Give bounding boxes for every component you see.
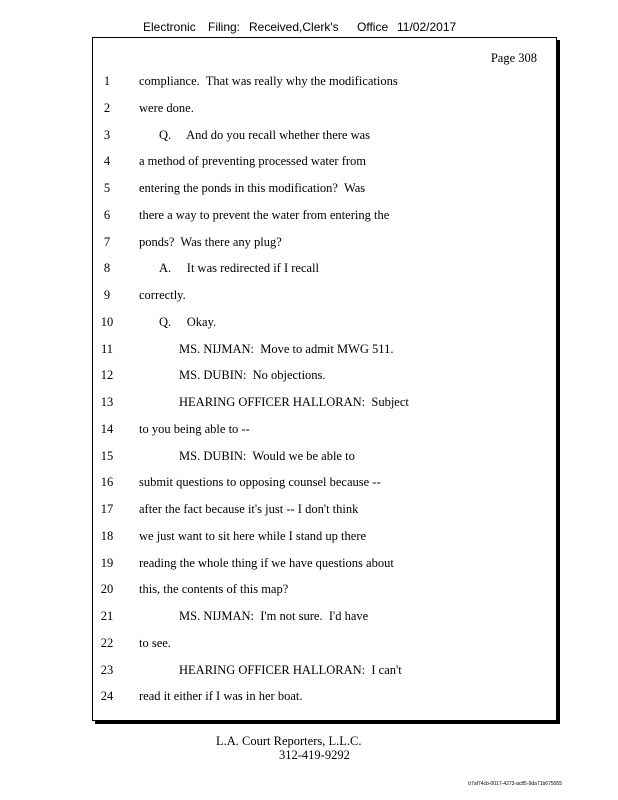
line-text: MS. NIJMAN: Move to admit MWG 511. — [179, 341, 394, 356]
transcript-line — [93, 636, 556, 654]
filing-header-received: Received,Clerk's — [249, 20, 339, 34]
transcript-line — [93, 261, 556, 279]
line-number: 15 — [100, 448, 114, 463]
line-number: 21 — [100, 609, 114, 623]
line-number: 17 — [100, 502, 114, 516]
transcript-line — [93, 609, 556, 627]
line-text: after the fact because it's just -- I don't think — [139, 502, 359, 516]
line-number: 23 — [100, 662, 114, 677]
line-number: 4 — [103, 154, 111, 169]
filing-header — [0, 20, 618, 38]
line-number: 2 — [103, 100, 111, 115]
transcript-line — [93, 128, 556, 146]
transcript-line — [93, 582, 556, 600]
line-text: Q. And do you recall whether there was — [159, 127, 371, 142]
transcript-line — [93, 449, 556, 467]
line-text: submit questions to opposing counsel because -- — [139, 475, 381, 490]
transcript-line — [93, 689, 556, 707]
line-text: MS. DUBIN: No objections. — [179, 368, 326, 383]
transcript-line — [93, 342, 556, 360]
line-text: were done. — [139, 100, 194, 115]
transcript-line — [93, 288, 556, 306]
line-text: a method of preventing processed water from — [139, 154, 367, 169]
line-number: 11 — [100, 341, 114, 356]
line-text: HEARING OFFICER HALLORAN: I can't — [179, 662, 402, 677]
line-text: correctly. — [139, 288, 186, 302]
line-text: HEARING OFFICER HALLORAN: Subject — [179, 395, 409, 409]
line-number: 24 — [100, 689, 114, 704]
line-text: MS. NIJMAN: I'm not sure. I'd have — [179, 609, 369, 623]
line-number: 19 — [100, 555, 114, 570]
line-number: 18 — [100, 528, 114, 543]
transcript-line — [93, 502, 556, 520]
page-number: Page 308 — [490, 51, 537, 65]
transcript-line — [93, 181, 556, 199]
line-number: 14 — [100, 421, 114, 436]
line-number: 7 — [103, 234, 111, 249]
transcript-line — [93, 529, 556, 547]
line-number: 22 — [100, 635, 114, 650]
line-text: MS. DUBIN: Would we be able to — [179, 448, 355, 463]
filing-header-filing: Filing: — [208, 20, 241, 34]
line-number: 3 — [103, 127, 111, 142]
line-number: 20 — [100, 582, 114, 597]
line-number: 6 — [103, 207, 111, 222]
document-hash: b7af74cb-0017-4273-ac85-9da71b675055 — [468, 781, 562, 787]
line-text: compliance. That was really why the modifications — [139, 74, 398, 88]
transcript-line — [93, 315, 556, 333]
line-text: entering the ponds in this modification? Was — [139, 181, 366, 195]
line-number: 12 — [100, 368, 114, 383]
filing-header-date: 11/02/2017 — [397, 20, 457, 34]
line-text: ponds? Was there any plug? — [139, 234, 282, 249]
filing-header-electronic: Electronic — [143, 20, 196, 34]
line-number: 9 — [103, 288, 111, 302]
transcript-page — [92, 37, 557, 721]
transcript-line — [93, 556, 556, 574]
filing-header-office: Office — [357, 20, 389, 34]
transcript-line — [93, 475, 556, 493]
transcript-line — [93, 154, 556, 172]
transcript-line — [93, 422, 556, 440]
line-text: read it either if I was in her boat. — [139, 689, 303, 704]
line-number: 16 — [100, 475, 114, 490]
transcript-line — [93, 235, 556, 253]
transcript-line — [93, 101, 556, 119]
line-number: 5 — [103, 181, 111, 195]
line-number: 1 — [103, 74, 111, 88]
line-text: A. It was redirected if I recall — [159, 261, 319, 276]
line-text: we just want to sit here while I stand up there — [139, 528, 367, 543]
transcript-line — [93, 663, 556, 681]
line-text: reading the whole thing if we have questions about — [139, 555, 394, 570]
footer-company: L.A. Court Reporters, L.L.C. — [216, 734, 362, 748]
transcript-line — [93, 74, 556, 92]
transcript-line — [93, 208, 556, 226]
line-text: to you being able to -- — [139, 421, 250, 436]
line-text: Q. Okay. — [159, 314, 217, 329]
transcript-line — [93, 368, 556, 386]
line-text: this, the contents of this map? — [139, 582, 289, 597]
line-number: 10 — [100, 314, 114, 329]
line-number: 13 — [100, 395, 114, 409]
line-number: 8 — [103, 261, 111, 276]
footer-phone: 312-419-9292 — [279, 748, 350, 762]
transcript-line — [93, 395, 556, 413]
line-text: to see. — [139, 635, 171, 650]
line-text: there a way to prevent the water from entering the — [139, 207, 390, 222]
